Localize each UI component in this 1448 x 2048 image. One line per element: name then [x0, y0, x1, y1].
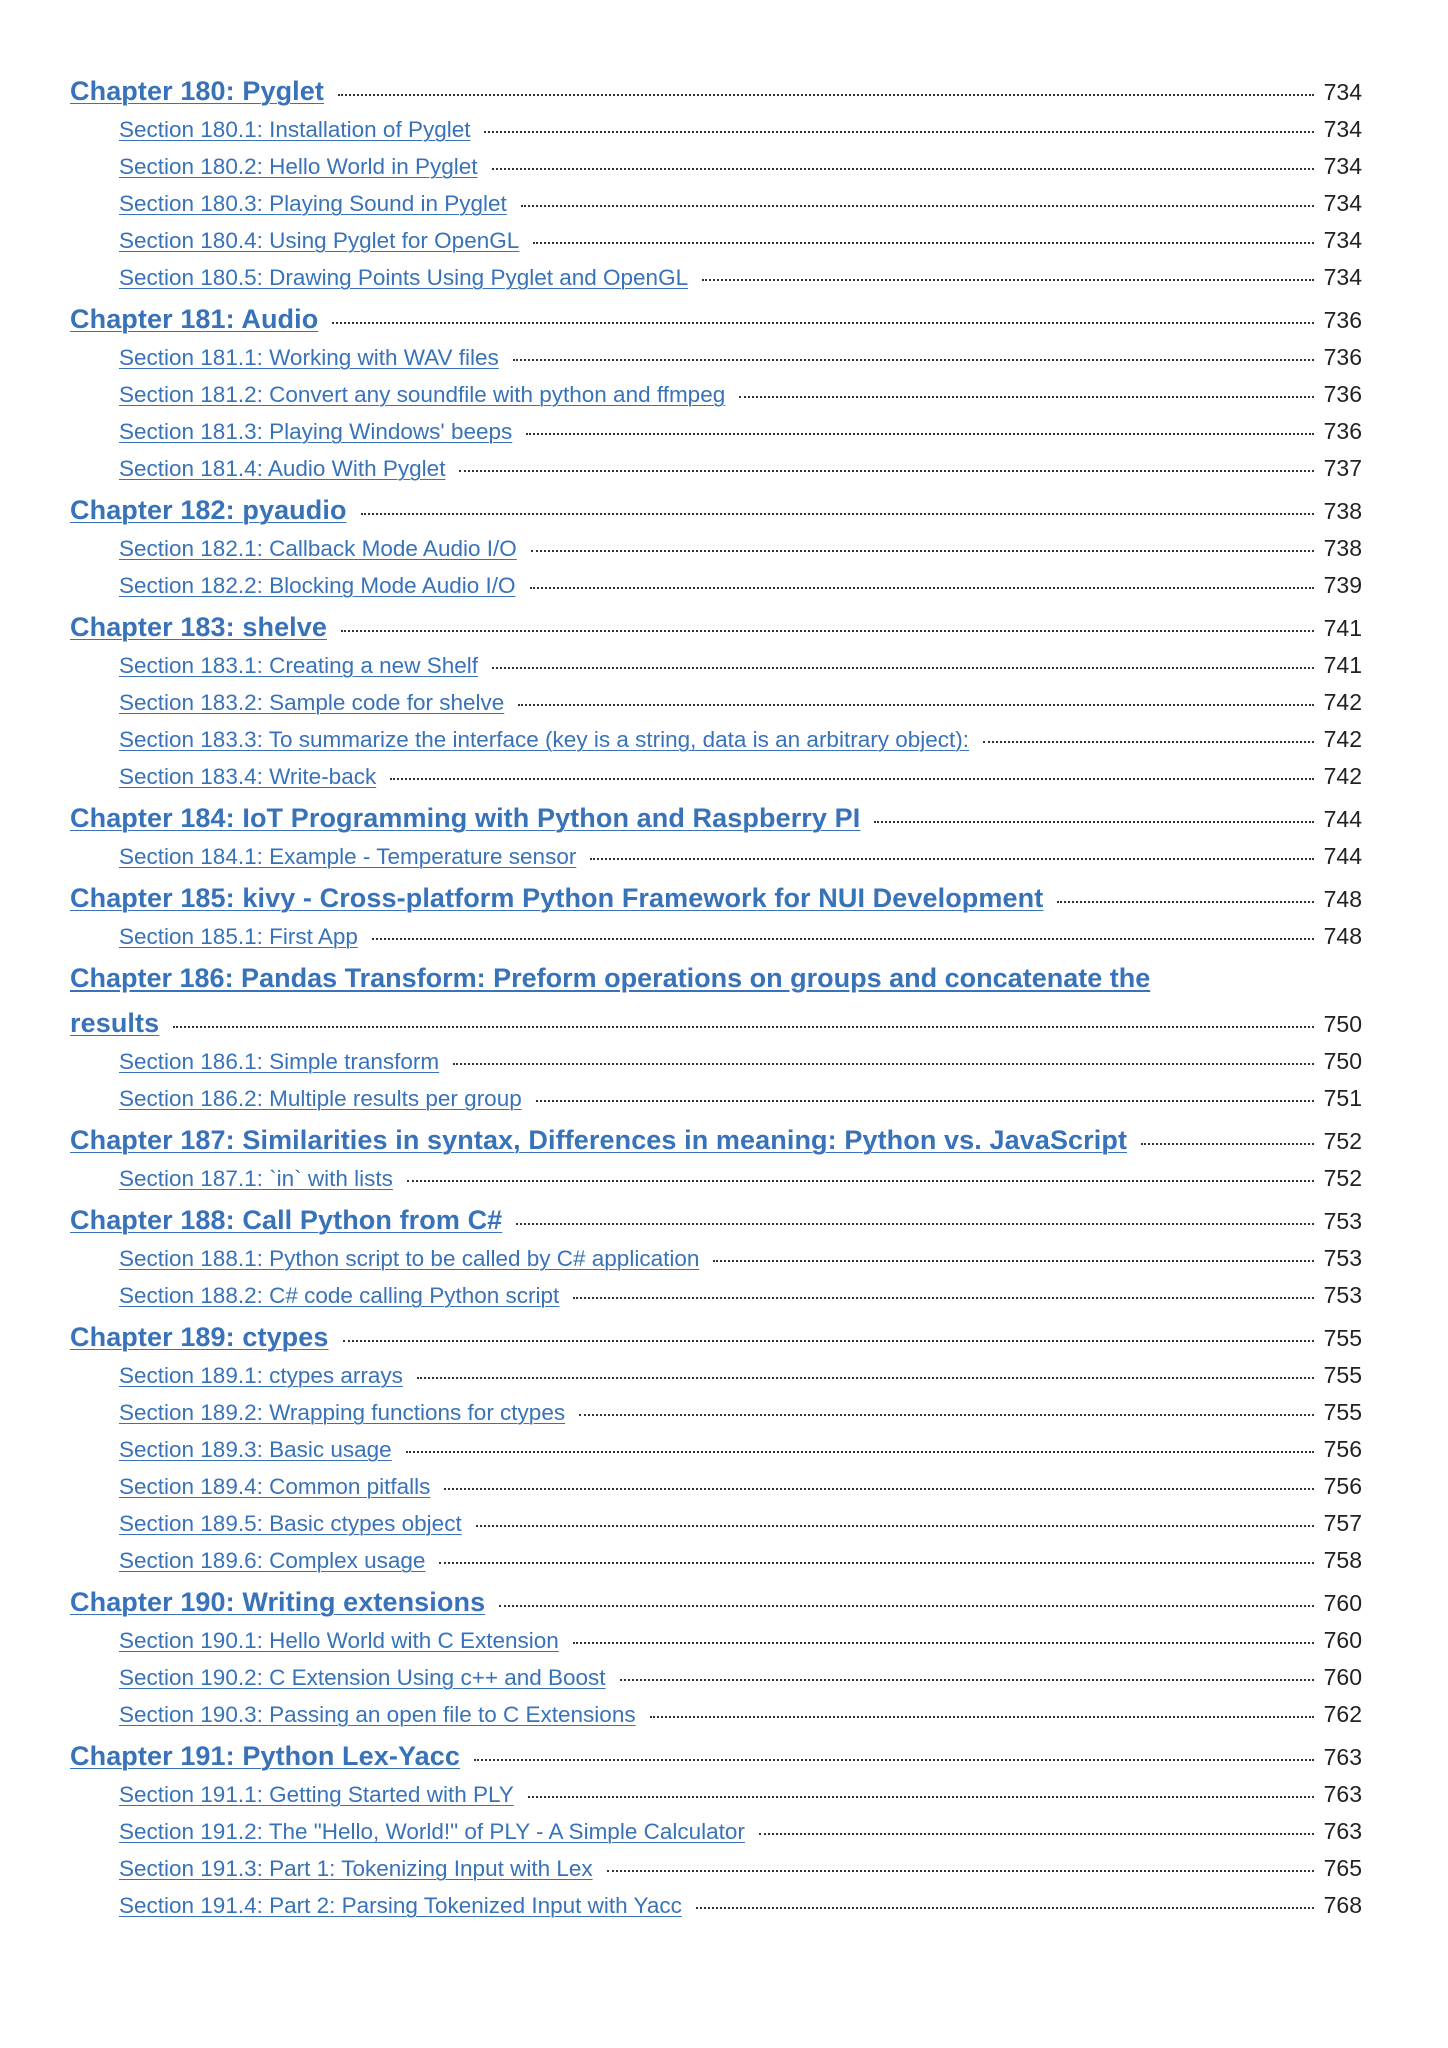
- page-number: 763: [1323, 1744, 1362, 1770]
- toc-section-entry[interactable]: [119, 344, 1362, 371]
- section-link[interactable]: Section 183.4: Write-back: [119, 764, 377, 789]
- section-link[interactable]: Section 189.3: Basic usage: [119, 1437, 392, 1462]
- page-number: 748: [1323, 923, 1362, 949]
- toc-section-entry[interactable]: [119, 153, 1362, 180]
- dot-leader: [1141, 1143, 1314, 1145]
- toc-section-entry[interactable]: [119, 1781, 1362, 1808]
- section-link[interactable]: Section 184.1: Example - Temperature sensor: [119, 844, 577, 869]
- toc-section-entry[interactable]: [119, 923, 1362, 950]
- dot-leader: [526, 433, 1314, 435]
- page-number: 755: [1323, 1399, 1362, 1425]
- dot-leader: [739, 396, 1314, 398]
- dot-leader: [533, 242, 1314, 244]
- dot-leader: [528, 1796, 1314, 1798]
- page-number: 742: [1323, 689, 1362, 715]
- section-link[interactable]: Section 183.1: Creating a new Shelf: [119, 653, 478, 678]
- page-number: 753: [1323, 1282, 1362, 1308]
- page-number: 756: [1323, 1436, 1362, 1462]
- toc-section-entry[interactable]: [119, 1473, 1362, 1500]
- dot-leader: [573, 1642, 1314, 1644]
- dot-leader: [492, 168, 1314, 170]
- dot-leader: [361, 513, 1314, 515]
- toc-section-entry[interactable]: [119, 1048, 1362, 1075]
- section-link[interactable]: Section 186.1: Simple transform: [119, 1049, 440, 1074]
- dot-leader: [521, 205, 1314, 207]
- chapter-link[interactable]: Chapter 187: Similarities in syntax, Differences in meaning: Python vs. JavaScript: [70, 1125, 1128, 1155]
- dot-leader: [536, 1100, 1314, 1102]
- page-number: 736: [1323, 418, 1362, 444]
- chapter-link[interactable]: Chapter 188: Call Python from C#: [70, 1205, 503, 1235]
- toc-chapter-entry[interactable]: [70, 1125, 1362, 1156]
- dot-leader: [341, 630, 1314, 632]
- section-link[interactable]: Section 188.2: C# code calling Python script: [119, 1283, 560, 1308]
- dot-leader: [702, 279, 1314, 281]
- section-link[interactable]: Section 189.5: Basic ctypes object: [119, 1511, 462, 1536]
- section-link[interactable]: Section 180.2: Hello World in Pyglet: [119, 154, 478, 179]
- dot-leader: [516, 1223, 1314, 1225]
- toc-chapter-entry[interactable]: [70, 1322, 1362, 1353]
- chapter-link[interactable]: Chapter 190: Writing extensions: [70, 1587, 486, 1617]
- section-link[interactable]: Section 190.3: Passing an open file to C Extensions: [119, 1702, 636, 1727]
- page-number: 736: [1323, 381, 1362, 407]
- page-number: 763: [1323, 1818, 1362, 1844]
- dot-leader: [573, 1297, 1314, 1299]
- section-link[interactable]: Section 180.3: Playing Sound in Pyglet: [119, 191, 507, 216]
- page-number: 737: [1323, 455, 1362, 481]
- dot-leader: [713, 1260, 1314, 1262]
- chapter-link[interactable]: Chapter 184: IoT Programming with Python and Raspberry PI: [70, 803, 861, 833]
- toc-chapter-entry[interactable]: [70, 1008, 1362, 1039]
- section-link[interactable]: Section 191.4: Part 2: Parsing Tokenized Input with Yacc: [119, 1893, 682, 1918]
- section-link[interactable]: Section 186.2: Multiple results per group: [119, 1086, 522, 1111]
- dot-leader: [759, 1833, 1314, 1835]
- toc-chapter-entry[interactable]: [70, 1587, 1362, 1618]
- toc-section-entry[interactable]: [119, 264, 1362, 291]
- page-number: 752: [1323, 1128, 1362, 1154]
- section-link[interactable]: Section 183.2: Sample code for shelve: [119, 690, 505, 715]
- toc-chapter-entry[interactable]: [70, 495, 1362, 526]
- page-number: 741: [1323, 615, 1362, 641]
- section-link[interactable]: Section 190.1: Hello World with C Extension: [119, 1628, 559, 1653]
- toc-section-entry[interactable]: [119, 116, 1362, 143]
- dot-leader: [518, 704, 1314, 706]
- section-link[interactable]: Section 181.3: Playing Windows' beeps: [119, 419, 513, 444]
- section-link[interactable]: Section 180.5: Drawing Points Using Pyglet and OpenGL: [119, 265, 689, 290]
- dot-leader: [390, 778, 1314, 780]
- toc-section-entry[interactable]: [119, 418, 1362, 445]
- section-link[interactable]: Section 189.6: Complex usage: [119, 1548, 426, 1573]
- section-link[interactable]: Section 181.2: Convert any soundfile with python and ffmpeg: [119, 382, 726, 407]
- page-number: 734: [1323, 79, 1362, 105]
- dot-leader: [696, 1907, 1314, 1909]
- chapter-link[interactable]: results: [70, 1008, 160, 1038]
- section-link[interactable]: Section 181.4: Audio With Pyglet: [119, 456, 446, 481]
- page-number: 757: [1323, 1510, 1362, 1536]
- dot-leader: [1057, 901, 1314, 903]
- section-link[interactable]: Section 187.1: `in` with lists: [119, 1166, 393, 1191]
- page-number: 763: [1323, 1781, 1362, 1807]
- chapter-link[interactable]: Chapter 181: Audio: [70, 304, 319, 334]
- dot-leader: [650, 1716, 1314, 1718]
- page-number: 741: [1323, 652, 1362, 678]
- chapter-link[interactable]: Chapter 182: pyaudio: [70, 495, 347, 525]
- section-link[interactable]: Section 181.1: Working with WAV files: [119, 345, 499, 370]
- dot-leader: [453, 1063, 1314, 1065]
- toc-section-entry[interactable]: [119, 1664, 1362, 1691]
- toc-section-entry[interactable]: [119, 1855, 1362, 1882]
- dot-leader: [607, 1870, 1314, 1872]
- toc-section-entry[interactable]: [119, 535, 1362, 562]
- chapter-link[interactable]: Chapter 189: ctypes: [70, 1322, 329, 1352]
- page-number: 753: [1323, 1245, 1362, 1271]
- dot-leader: [874, 821, 1314, 823]
- dot-leader: [459, 470, 1314, 472]
- page-number: 734: [1323, 153, 1362, 179]
- toc-section-entry[interactable]: [119, 190, 1362, 217]
- toc-chapter-entry[interactable]: [70, 1741, 1362, 1772]
- section-link[interactable]: Section 182.1: Callback Mode Audio I/O: [119, 536, 517, 561]
- chapter-link[interactable]: Chapter 180: Pyglet: [70, 76, 324, 106]
- toc-section-entry[interactable]: [119, 381, 1362, 408]
- dot-leader: [338, 94, 1314, 96]
- page-number: 756: [1323, 1473, 1362, 1499]
- dot-leader: [417, 1377, 1314, 1379]
- page-number: 739: [1323, 572, 1362, 598]
- section-link[interactable]: Section 180.1: Installation of Pyglet: [119, 117, 471, 142]
- chapter-link[interactable]: Chapter 185: kivy - Cross-platform Python Framework for NUI Development: [70, 883, 1044, 913]
- page-number: 748: [1323, 886, 1362, 912]
- page-number: 738: [1323, 535, 1362, 561]
- page-number: 765: [1323, 1855, 1362, 1881]
- toc-section-entry[interactable]: [119, 455, 1362, 482]
- toc-section-entry[interactable]: [119, 1399, 1362, 1426]
- page-number: 734: [1323, 227, 1362, 253]
- section-link[interactable]: Section 191.2: The "Hello, World!" of PLY - A Simple Calculator: [119, 1819, 745, 1844]
- page-number: 736: [1323, 307, 1362, 333]
- section-link[interactable]: Section 189.2: Wrapping functions for ctypes: [119, 1400, 566, 1425]
- page-number: 750: [1323, 1011, 1362, 1037]
- page-number: 744: [1323, 843, 1362, 869]
- page-number: 734: [1323, 264, 1362, 290]
- section-link[interactable]: Section 180.4: Using Pyglet for OpenGL: [119, 228, 520, 253]
- toc-chapter-entry[interactable]: [70, 304, 1362, 335]
- dot-leader: [579, 1414, 1314, 1416]
- page-number: 760: [1323, 1590, 1362, 1616]
- page-number: 751: [1323, 1085, 1362, 1111]
- section-link[interactable]: Section 182.2: Blocking Mode Audio I/O: [119, 573, 516, 598]
- toc-section-entry[interactable]: [119, 763, 1362, 790]
- page-number: 742: [1323, 726, 1362, 752]
- section-link[interactable]: Section 191.1: Getting Started with PLY: [119, 1782, 514, 1807]
- toc-section-entry[interactable]: [119, 1892, 1362, 1919]
- chapter-link-line1[interactable]: Chapter 186: Pandas Transform: Preform operations on groups and concatenate the: [70, 963, 1151, 993]
- toc-section-entry[interactable]: [119, 1282, 1362, 1309]
- dot-leader: [444, 1488, 1314, 1490]
- toc-section-entry[interactable]: [119, 1547, 1362, 1574]
- toc-section-entry[interactable]: [119, 1627, 1362, 1654]
- toc-section-entry[interactable]: [119, 843, 1362, 870]
- page-number: 734: [1323, 190, 1362, 216]
- toc-chapter-entry[interactable]: [70, 1205, 1362, 1236]
- page-number: 768: [1323, 1892, 1362, 1918]
- dot-leader: [476, 1525, 1314, 1527]
- toc-section-entry[interactable]: [119, 652, 1362, 679]
- dot-leader: [620, 1679, 1314, 1681]
- page-number: 755: [1323, 1362, 1362, 1388]
- page-number: 752: [1323, 1165, 1362, 1191]
- section-link[interactable]: Section 183.3: To summarize the interface (key is a string, data is an arbitrary object):: [119, 727, 969, 752]
- toc-section-entry[interactable]: [119, 726, 1362, 753]
- page-number: 760: [1323, 1627, 1362, 1653]
- section-link[interactable]: Section 189.1: ctypes arrays: [119, 1363, 403, 1388]
- page-number: 744: [1323, 806, 1362, 832]
- dot-leader: [372, 938, 1314, 940]
- toc-section-entry[interactable]: [119, 1362, 1362, 1389]
- section-link[interactable]: Section 185.1: First App: [119, 924, 358, 949]
- dot-leader: [531, 550, 1314, 552]
- section-link[interactable]: Section 189.4: Common pitfalls: [119, 1474, 431, 1499]
- page-number: 734: [1323, 116, 1362, 142]
- dot-leader: [407, 1180, 1314, 1182]
- dot-leader: [343, 1340, 1314, 1342]
- page-number: 758: [1323, 1547, 1362, 1573]
- page-number: 762: [1323, 1701, 1362, 1727]
- toc-section-entry[interactable]: [119, 1701, 1362, 1728]
- toc-chapter-entry[interactable]: [70, 883, 1362, 914]
- dot-leader: [513, 359, 1314, 361]
- dot-leader: [474, 1759, 1314, 1761]
- page-number: 753: [1323, 1208, 1362, 1234]
- page-number: 755: [1323, 1325, 1362, 1351]
- page-number: 760: [1323, 1664, 1362, 1690]
- dot-leader: [499, 1605, 1314, 1607]
- page-number: 750: [1323, 1048, 1362, 1074]
- dot-leader: [530, 587, 1315, 589]
- toc-section-entry[interactable]: [119, 1436, 1362, 1463]
- page-number: 738: [1323, 498, 1362, 524]
- toc-section-entry[interactable]: [119, 572, 1362, 599]
- dot-leader: [484, 131, 1314, 133]
- dot-leader: [332, 322, 1314, 324]
- chapter-link[interactable]: Chapter 183: shelve: [70, 612, 328, 642]
- dot-leader: [439, 1562, 1314, 1564]
- toc-section-entry[interactable]: [119, 1245, 1362, 1272]
- toc-chapter-entry[interactable]: [70, 803, 1362, 834]
- dot-leader: [173, 1026, 1314, 1028]
- toc-section-entry[interactable]: [119, 1818, 1362, 1845]
- dot-leader: [590, 858, 1314, 860]
- section-link[interactable]: Section 188.1: Python script to be called by C# application: [119, 1246, 700, 1271]
- dot-leader: [983, 741, 1314, 743]
- toc-section-entry[interactable]: [119, 1510, 1362, 1537]
- toc-section-entry[interactable]: [119, 689, 1362, 716]
- page-number: 742: [1323, 763, 1362, 789]
- toc-chapter-entry[interactable]: [70, 76, 1362, 107]
- toc-section-entry[interactable]: [119, 1165, 1362, 1192]
- toc-chapter-entry[interactable]: [70, 612, 1362, 643]
- dot-leader: [406, 1451, 1314, 1453]
- chapter-link[interactable]: Chapter 191: Python Lex-Yacc: [70, 1741, 460, 1771]
- toc-section-entry[interactable]: [119, 1085, 1362, 1112]
- section-link[interactable]: Section 191.3: Part 1: Tokenizing Input with Lex: [119, 1856, 593, 1881]
- toc-section-entry[interactable]: [119, 227, 1362, 254]
- page-number: 736: [1323, 344, 1362, 370]
- section-link[interactable]: Section 190.2: C Extension Using c++ and Boost: [119, 1665, 606, 1690]
- dot-leader: [492, 667, 1314, 669]
